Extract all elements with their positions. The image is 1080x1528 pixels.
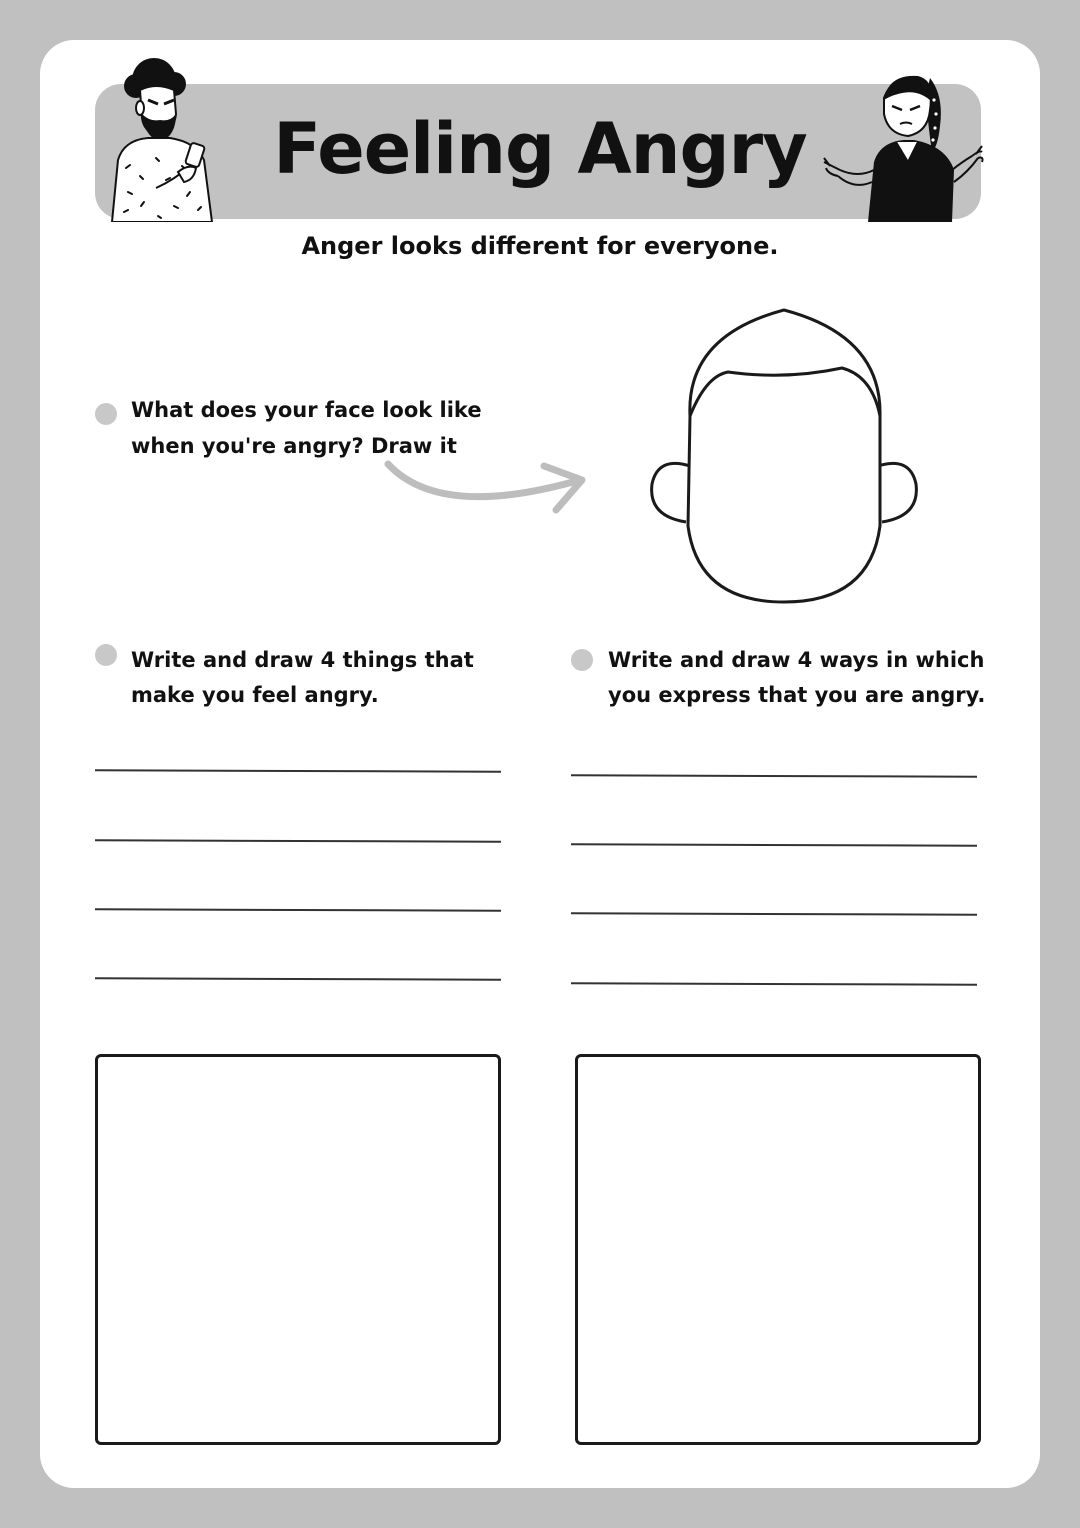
drawing-box-left[interactable]	[95, 1054, 501, 1445]
drawing-box-right[interactable]	[575, 1054, 981, 1445]
ways-prompt-line1: Write and draw 4 ways in which	[608, 648, 985, 672]
page-title: Feeling Angry	[273, 108, 807, 190]
face-prompt-line2: when you're angry? Draw it	[131, 434, 457, 458]
ways-prompt-line2: you express that you are angry.	[608, 683, 986, 707]
blank-face-icon	[646, 306, 922, 608]
bullet-icon	[95, 644, 117, 666]
things-prompt-line1: Write and draw 4 things that	[131, 648, 474, 672]
things-prompt-line2: make you feel angry.	[131, 683, 379, 707]
page-subtitle: Anger looks different for everyone.	[301, 232, 779, 260]
bullet-icon	[95, 403, 117, 425]
face-prompt-line1: What does your face look like	[131, 398, 482, 422]
curved-arrow-icon	[380, 458, 600, 528]
bullet-icon	[571, 649, 593, 671]
